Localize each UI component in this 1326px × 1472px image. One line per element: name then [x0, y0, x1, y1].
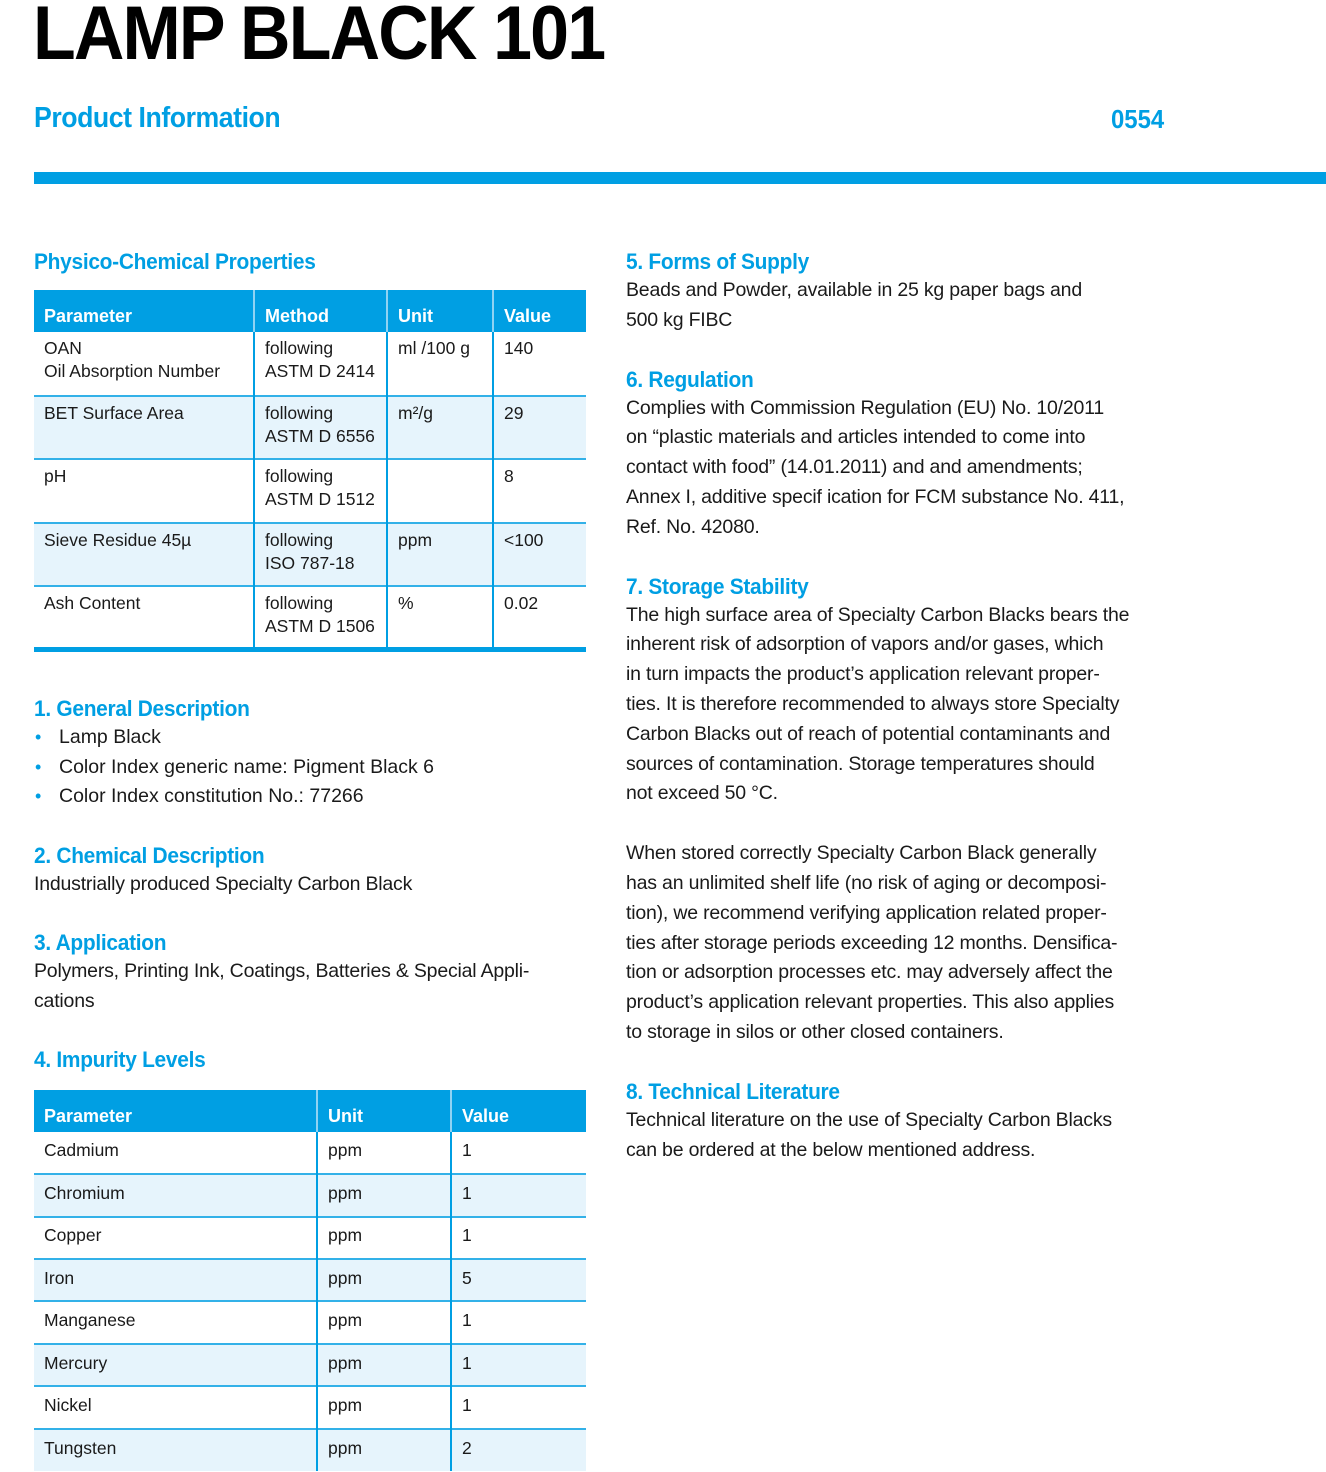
- value-cell: 1: [451, 1386, 586, 1428]
- value-cell: 0.02: [493, 586, 586, 650]
- product-title: LAMP BLACK 101: [33, 0, 605, 76]
- physico-chemical-heading: Physico-Chemical Properties: [34, 249, 316, 274]
- text-line: not exceed 50 °C.: [626, 782, 778, 805]
- list-item-text: Color Index generic name: Pigment Black 6: [59, 755, 435, 778]
- method-prefix: following: [265, 529, 334, 550]
- unit-cell: ppm: [317, 1217, 451, 1259]
- storage-stability-paragraph-1: [626, 601, 1186, 810]
- text-line: Beads and Powder, available in 25 kg paper bags and: [626, 279, 1082, 301]
- regulation-section: [626, 366, 1186, 543]
- text-line: Technical literature on the use of Specialty Carbon Blacks: [626, 1108, 1112, 1131]
- method-standard: ASTM D 1512: [265, 489, 375, 509]
- method-standard: ASTM D 6556: [265, 425, 375, 446]
- table-row: [34, 1217, 586, 1259]
- application-section: [34, 929, 586, 1017]
- table-row: [34, 523, 586, 587]
- unit-cell: ppm: [317, 1386, 451, 1428]
- method-standard: ASTM D 1506: [265, 616, 375, 636]
- column-header-parameter: Parameter: [34, 290, 254, 332]
- method-standard: ISO 787-18: [265, 552, 355, 573]
- unit-cell: ppm: [317, 1132, 451, 1174]
- general-description-list: [34, 723, 586, 812]
- parameter-cell: [34, 586, 254, 650]
- text-line: Polymers, Printing Ink, Coatings, Batteries & Special Appli-: [34, 960, 530, 983]
- impurity-levels-heading: 4. Impurity Levels: [34, 1046, 206, 1072]
- table-row: [34, 1132, 586, 1174]
- unit-cell: m²/g: [387, 396, 493, 460]
- method-cell: [254, 332, 387, 396]
- text-line: 500 kg FIBC: [626, 308, 733, 331]
- method-prefix: following: [265, 593, 334, 613]
- parameter-name: BET Surface Area: [44, 402, 184, 423]
- text-line: ties after storage periods exceeding 12 months. Densifica-: [626, 931, 1118, 954]
- method-standard: ASTM D 2414: [265, 361, 375, 381]
- chemical-description-heading: 2. Chemical Description: [34, 842, 265, 868]
- list-item: [34, 723, 586, 753]
- storage-stability-section: [626, 573, 1186, 1048]
- parameter-cell: [34, 523, 254, 587]
- column-header-value: Value: [493, 290, 586, 332]
- table-row: [34, 1429, 586, 1471]
- storage-stability-heading: 7. Storage Stability: [626, 573, 809, 599]
- chemical-description-text: Industrially produced Specialty Carbon Black: [34, 872, 413, 895]
- text-line: ties. It is therefore recommended to always store Specialty: [626, 692, 1120, 715]
- method-cell: [254, 586, 387, 650]
- column-header-value: Value: [451, 1090, 586, 1132]
- parameter-name: pH: [44, 466, 67, 486]
- parameter-cell: [34, 396, 254, 460]
- text-line: contact with food” (14.01.2011) and and amendments;: [626, 456, 1083, 479]
- column-header-unit: Unit: [317, 1090, 451, 1132]
- table-row: [34, 396, 586, 460]
- parameter-description: Oil Absorption Number: [44, 361, 221, 381]
- text-line: tion or adsorption processes etc. may adversely affect the: [626, 961, 1113, 984]
- parameter-cell: Iron: [34, 1259, 317, 1301]
- technical-literature-section: [626, 1078, 1186, 1166]
- bullet-icon: •: [35, 786, 42, 806]
- bullet-icon: •: [35, 727, 42, 747]
- physico-chemical-table: [34, 290, 586, 652]
- regulation-heading: 6. Regulation: [626, 366, 754, 392]
- right-column: [626, 248, 1186, 1165]
- unit-cell: %: [387, 586, 493, 650]
- storage-stability-paragraph-2: [626, 839, 1186, 1048]
- impurity-levels-table: [34, 1090, 586, 1471]
- text-line: on “plastic materials and articles intended to come into: [626, 426, 1086, 449]
- list-item: [34, 782, 586, 812]
- application-text: [34, 957, 586, 1017]
- forms-of-supply-text: [626, 276, 1186, 336]
- value-cell: 1: [451, 1174, 586, 1216]
- text-line: The high surface area of Specialty Carbon Blacks bears the: [626, 603, 1130, 626]
- parameter-cell: Copper: [34, 1217, 317, 1259]
- unit-cell: ppm: [317, 1174, 451, 1216]
- forms-of-supply-heading: 5. Forms of Supply: [626, 249, 809, 274]
- text-line: Annex I, additive specif ication for FCM substance No. 411,: [626, 485, 1125, 508]
- text-line: inherent risk of adsorption of vapors and/or gases, which: [626, 633, 1104, 656]
- value-cell: 1: [451, 1344, 586, 1386]
- parameter-cell: [34, 332, 254, 396]
- table-row: [34, 332, 586, 396]
- parameter-cell: Mercury: [34, 1344, 317, 1386]
- unit-cell: [387, 459, 493, 523]
- text-line: Complies with Commission Regulation (EU) No. 10/2011: [626, 396, 1105, 419]
- value-cell: 8: [493, 459, 586, 523]
- general-description-section: [34, 695, 586, 812]
- regulation-text: [626, 394, 1186, 543]
- technical-literature-heading: 8. Technical Literature: [626, 1078, 840, 1104]
- column-header-parameter: Parameter: [34, 1090, 317, 1132]
- method-prefix: following: [265, 338, 334, 358]
- text-line: can be ordered at the below mentioned address.: [626, 1138, 1036, 1161]
- text-line: product’s application relevant properties. This also applies: [626, 991, 1115, 1014]
- text-line: cations: [34, 990, 95, 1013]
- table-row: [34, 1386, 586, 1428]
- list-item-text: Lamp Black: [59, 726, 161, 748]
- parameter-cell: Nickel: [34, 1386, 317, 1428]
- table-row: [34, 586, 586, 650]
- text-line: tion), we recommend verifying application related proper-: [626, 901, 1107, 924]
- header-divider: [34, 172, 1326, 184]
- table-row: [34, 1301, 586, 1343]
- method-cell: [254, 523, 387, 587]
- parameter-cell: Cadmium: [44, 1140, 119, 1161]
- table-row: [34, 1344, 586, 1386]
- value-cell: 5: [451, 1259, 586, 1301]
- left-column: [34, 248, 586, 1471]
- unit-cell: ppm: [317, 1301, 451, 1343]
- list-item: [34, 753, 586, 783]
- text-line: When stored correctly Specialty Carbon Black generally: [626, 842, 1097, 865]
- application-heading: 3. Application: [34, 930, 167, 956]
- column-header-unit: Unit: [387, 290, 493, 332]
- unit-cell: ppm: [317, 1344, 451, 1386]
- technical-literature-text: [626, 1106, 1186, 1166]
- column-header-method: Method: [254, 290, 387, 332]
- forms-of-supply-section: [626, 248, 1186, 336]
- text-line: to storage in silos or other closed containers.: [626, 1020, 1004, 1043]
- value-cell: 1: [451, 1301, 586, 1343]
- text-line: Ref. No. 42080.: [626, 515, 760, 538]
- parameter-cell: Chromium: [34, 1174, 317, 1216]
- list-item-text: Color Index constitution No.: 77266: [59, 785, 364, 807]
- text-line: sources of contamination. Storage temperatures should: [626, 752, 1095, 775]
- method-cell: [254, 396, 387, 460]
- table-row: [34, 1174, 586, 1216]
- general-description-heading: 1. General Description: [34, 696, 250, 721]
- document-number: 0554: [1111, 104, 1165, 134]
- document-type: Product Information: [34, 102, 281, 134]
- unit-cell: ppm: [387, 523, 493, 587]
- table-row: [34, 1259, 586, 1301]
- parameter-name: OAN: [44, 338, 82, 358]
- value-cell: 2: [451, 1429, 586, 1471]
- value-cell: <100: [493, 523, 586, 587]
- method-prefix: following: [265, 402, 334, 423]
- parameter-cell: Tungsten: [34, 1429, 317, 1471]
- parameter-name: Ash Content: [44, 593, 141, 613]
- unit-cell: ml /100 g: [387, 332, 493, 396]
- table-header-row: [34, 1090, 586, 1132]
- parameter-name: Sieve Residue 45µ: [44, 529, 192, 550]
- value-cell: 1: [451, 1132, 586, 1174]
- unit-cell: ppm: [317, 1429, 451, 1471]
- text-line: Carbon Blacks out of reach of potential contaminants and: [626, 722, 1111, 745]
- text-line: has an unlimited shelf life (no risk of aging or decomposi-: [626, 871, 1107, 894]
- method-prefix: following: [265, 466, 334, 486]
- method-cell: [254, 459, 387, 523]
- value-cell: 1: [451, 1217, 586, 1259]
- value-cell: 29: [493, 396, 586, 460]
- table-row: [34, 459, 586, 523]
- text-line: in turn impacts the product’s application relevant proper-: [626, 663, 1100, 686]
- parameter-cell: [34, 459, 254, 523]
- unit-cell: ppm: [317, 1259, 451, 1301]
- impurity-levels-section: [34, 1046, 586, 1471]
- chemical-description-section: [34, 842, 586, 900]
- parameter-cell: Manganese: [34, 1301, 317, 1343]
- table-header-row: [34, 290, 586, 332]
- bullet-icon: •: [35, 756, 42, 777]
- value-cell: 140: [493, 332, 586, 396]
